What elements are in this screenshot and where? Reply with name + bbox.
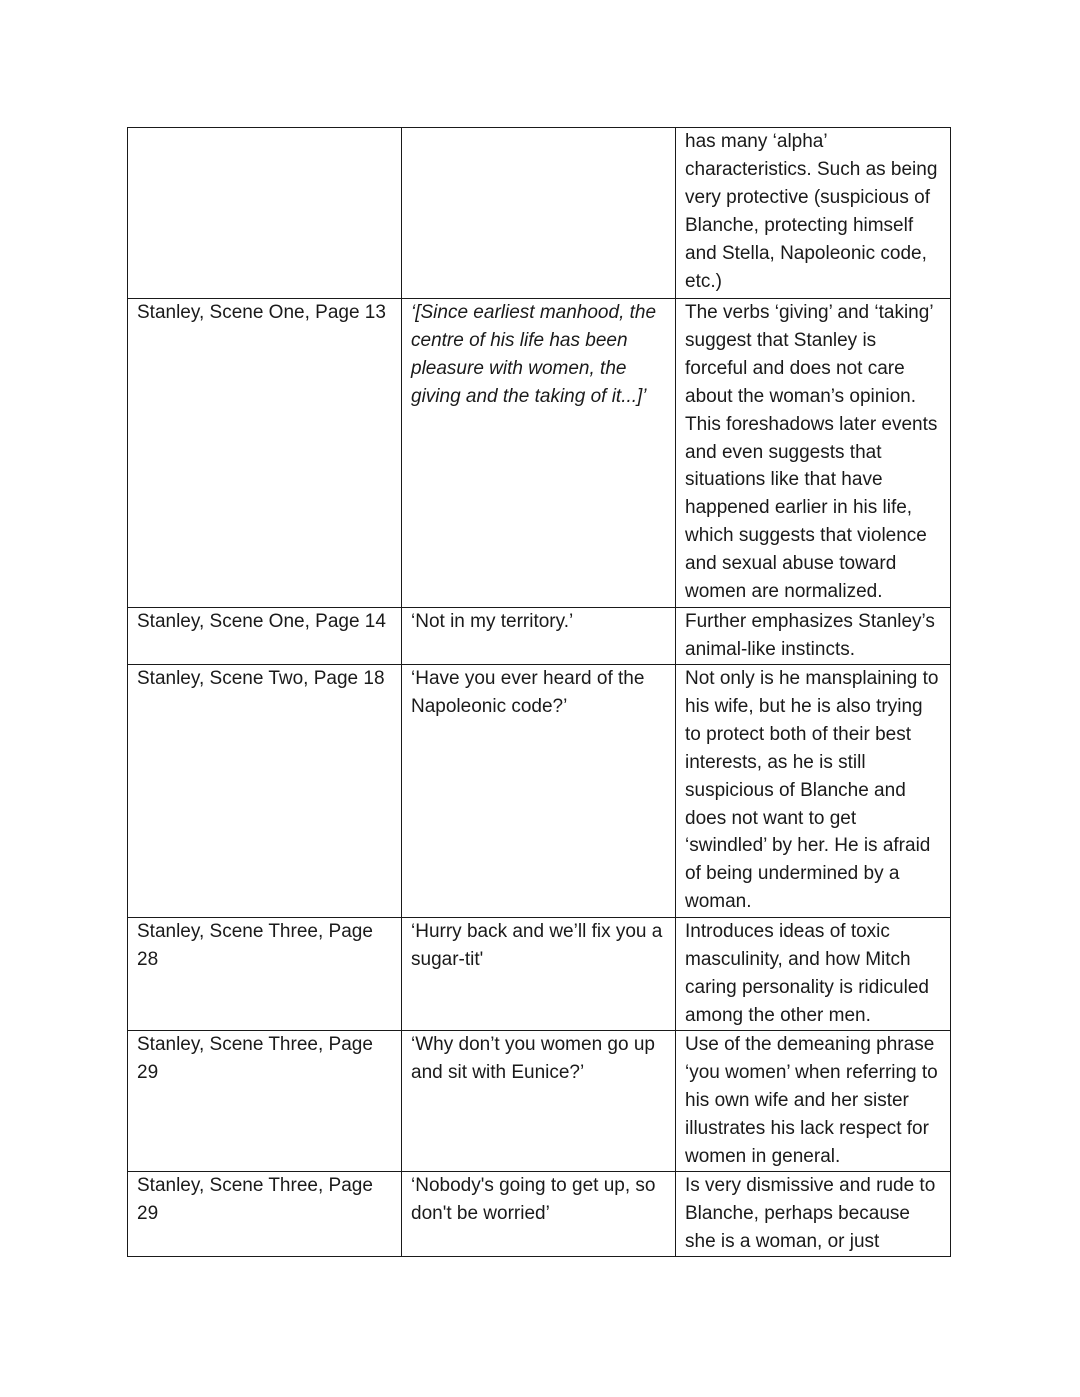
analysis-cell — [676, 665, 951, 918]
reference-text: Stanley, Scene One, Page 13 — [137, 302, 386, 323]
table-row — [128, 608, 951, 665]
analysis-cell — [676, 128, 951, 299]
analysis-text: Introduces ideas of toxic masculinity, and how Mitch caring personality is ridiculed among the other men. — [685, 921, 929, 1026]
analysis-text: Further emphasizes Stanley’s animal-like instincts. — [685, 611, 935, 660]
quote-cell — [402, 918, 676, 1031]
quote-text: ‘[Since earliest manhood, the centre of his life has been pleasure with women, the giving and the taking of it...]’ — [411, 302, 657, 407]
reference-cell — [128, 918, 402, 1031]
analysis-text: The verbs ‘giving’ and ‘taking’ suggest that Stanley is forceful and does not care about the woman’s opinion. This foreshadows later events and even suggests that situations like that have happened earlier in his life, which suggests that violence and sexual abuse toward women are normalized. — [685, 302, 938, 603]
analysis-text: Is very dismissive and rude to Blanche, perhaps because she is a woman, or just — [685, 1175, 936, 1252]
reference-text: Stanley, Scene Three, Page 29 — [137, 1034, 373, 1083]
table-row — [128, 918, 951, 1031]
analysis-text: has many ‘alpha’ characteristics. Such as being very protective (suspicious of Blanche, protecting himself and Stella, Napoleonic code, etc.) — [685, 131, 938, 292]
table-row — [128, 1172, 951, 1257]
reference-text: Stanley, Scene One, Page 14 — [137, 611, 386, 632]
quote-text: ‘Why don’t you women go up and sit with Eunice?’ — [411, 1034, 655, 1083]
analysis-cell — [676, 608, 951, 665]
quote-analysis-table — [127, 127, 951, 1257]
table-row — [128, 1031, 951, 1172]
quote-cell — [402, 128, 676, 299]
reference-cell — [128, 1172, 402, 1257]
analysis-cell — [676, 299, 951, 608]
reference-cell — [128, 299, 402, 608]
analysis-cell — [676, 1031, 951, 1172]
quote-cell — [402, 299, 676, 608]
table-row — [128, 128, 951, 299]
quote-cell — [402, 665, 676, 918]
table-row — [128, 299, 951, 608]
reference-text: Stanley, Scene Three, Page 28 — [137, 921, 373, 970]
quote-cell — [402, 1172, 676, 1257]
quote-text: ‘Nobody's going to get up, so don't be worried’ — [411, 1175, 656, 1224]
quote-text: ‘Hurry back and we’ll fix you a sugar-tit' — [411, 921, 663, 970]
analysis-cell — [676, 918, 951, 1031]
reference-cell — [128, 1031, 402, 1172]
reference-text: Stanley, Scene Two, Page 18 — [137, 668, 385, 689]
analysis-cell — [676, 1172, 951, 1257]
reference-text: Stanley, Scene Three, Page 29 — [137, 1175, 373, 1224]
reference-cell — [128, 128, 402, 299]
quote-cell — [402, 608, 676, 665]
quote-cell — [402, 1031, 676, 1172]
reference-cell — [128, 665, 402, 918]
reference-cell — [128, 608, 402, 665]
analysis-text: Not only is he mansplaining to his wife, but he is also trying to protect both of their best interests, as he is still suspicious of Blanche and does not want to get ‘swindled’ by her. He is afraid of being undermined by a woman. — [685, 668, 939, 913]
quote-text: ‘Have you ever heard of the Napoleonic code?’ — [411, 668, 645, 717]
quote-text: ‘Not in my territory.’ — [411, 611, 574, 632]
analysis-text: Use of the demeaning phrase ‘you women’ when referring to his own wife and her sister illustrates his lack respect for women in general. — [685, 1034, 938, 1167]
table-row — [128, 665, 951, 918]
